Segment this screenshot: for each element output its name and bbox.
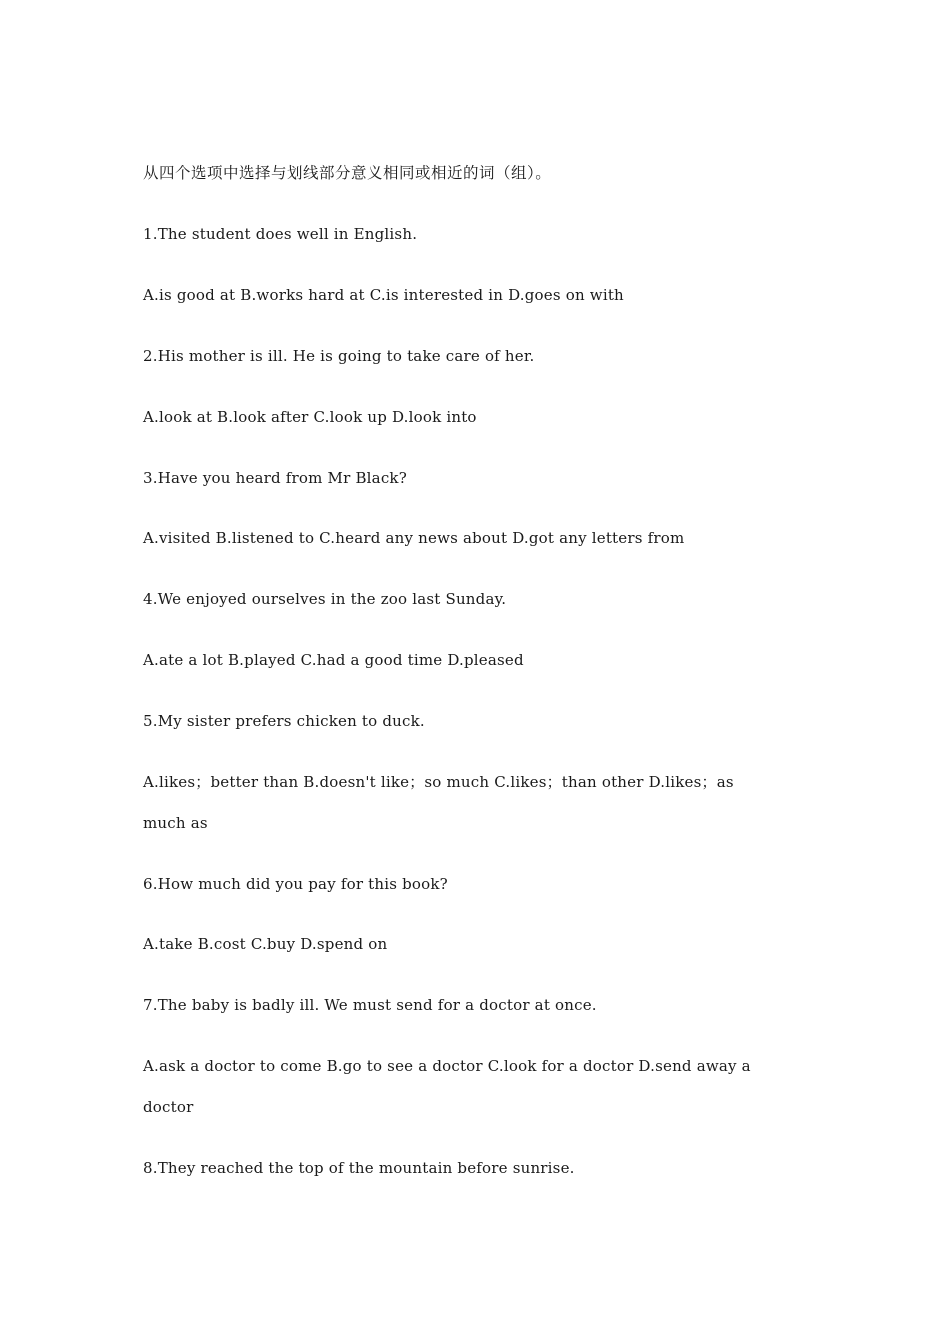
question-4-stem: 4.We enjoyed ourselves in the zoo last Sunday. <box>143 590 507 608</box>
question-2-options: A.look at B.look after C.look up D.look into <box>143 408 477 426</box>
question-3-options: A.visited B.listened to C.heard any news about D.got any letters from <box>143 529 685 547</box>
question-8-stem: 8.They reached the top of the mountain before sunrise. <box>143 1159 575 1177</box>
question-7-options-continued: doctor <box>143 1098 194 1116</box>
question-5-options-continued: much as <box>143 814 208 832</box>
question-1-stem: 1.The student does well in English. <box>143 225 418 243</box>
question-6-options: A.take B.cost C.buy D.spend on <box>143 935 388 953</box>
question-5-options: A.likes；better than B.doesn't like；so much C.likes；than other D.likes；as <box>143 773 734 791</box>
question-3-stem: 3.Have you heard from Mr Black? <box>143 469 407 487</box>
question-1-options: A.is good at B.works hard at C.is interested in D.goes on with <box>143 286 624 304</box>
question-6-stem: 6.How much did you pay for this book? <box>143 875 448 893</box>
question-5-stem: 5.My sister prefers chicken to duck. <box>143 712 425 730</box>
question-7-stem: 7.The baby is badly ill. We must send for a doctor at once. <box>143 996 597 1014</box>
question-2-stem: 2.His mother is ill. He is going to take care of her. <box>143 347 535 365</box>
question-7-options: A.ask a doctor to come B.go to see a doctor C.look for a doctor D.send away a <box>143 1057 751 1075</box>
instruction-text: 从四个选项中选择与划线部分意义相同或相近的词（组）。 <box>143 164 552 182</box>
question-4-options: A.ate a lot B.played C.had a good time D.pleased <box>143 651 524 669</box>
